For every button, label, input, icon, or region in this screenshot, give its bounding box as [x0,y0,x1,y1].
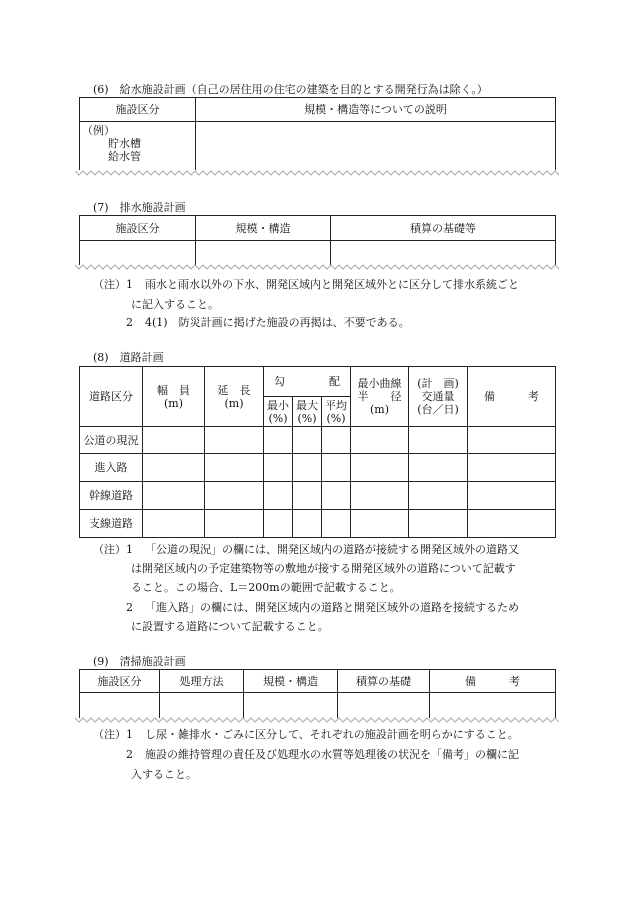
note-number: 2 [126,748,133,761]
header-remarks: 備 考 [430,670,556,693]
table-cell[interactable] [264,454,293,482]
table-cell[interactable] [409,427,468,454]
table-cell[interactable] [80,693,160,718]
header-remarks: 備 考 [468,367,556,427]
table-cell[interactable] [351,482,409,510]
note-number: 1 [126,278,133,291]
header-facility-category: 施設区分 [80,216,196,241]
header-avg-label: 平均 [325,398,347,412]
row-label-existing-public-road: 公道の現況 [80,427,143,454]
header-scale-structure: 規模・構造 [196,216,331,241]
table-cell[interactable] [205,454,264,482]
water-supply-table [79,97,556,170]
example-item: 給水管 [108,150,141,163]
section-8-title: (8) 道路計画 [93,351,164,364]
table-cell[interactable] [409,454,468,482]
note-line: に設置する道路について記載すること。 [131,620,329,633]
header-curve-unit: (m) [370,403,390,416]
table-cell[interactable] [143,427,205,454]
section-6-title: (6) 給水施設計画（自己の居住用の住宅の建築を目的とする開発行為は除く。） [93,83,488,96]
note-number: 1 [126,543,133,556]
table-cell[interactable] [143,454,205,482]
header-max-unit: (%) [297,411,317,425]
header-min-label: 最小 [267,398,289,412]
header-facility-category: 施設区分 [80,98,196,122]
header-gradient-avg [322,397,351,427]
header-road-category: 道路区分 [80,367,143,427]
note-number: 2 [126,316,133,329]
table-cell[interactable] [322,454,351,482]
header-curve-label: 最小曲線 [357,377,402,390]
table-cell[interactable] [409,482,468,510]
note-line: し尿・雑排水・ごみに区分して、それぞれの施設計画を明らかにすること。 [145,728,519,741]
note-line: 「進入路」の欄には、開発区域内の道路と開発区域外の道路を接続するため [145,601,519,614]
table-cell[interactable] [293,427,322,454]
header-length-unit: (m) [224,396,244,410]
table-cell[interactable] [160,693,244,718]
note-label: （注） [93,728,126,741]
header-min-unit: (%) [268,411,288,425]
table-cut-wave [75,168,559,180]
header-traffic-label: (計 画) [417,377,459,390]
row-label-trunk-road: 幹線道路 [80,482,143,510]
header-avg-unit: (%) [326,411,346,425]
table-cell[interactable] [143,482,205,510]
table-cell[interactable] [244,693,338,718]
table-cell[interactable] [468,510,556,538]
table-cell[interactable] [205,510,264,538]
header-width [143,367,205,427]
cleaning-facility-table [79,669,556,718]
table-cell[interactable] [196,241,331,265]
table-cell[interactable] [205,482,264,510]
header-traffic-unit: (台／日) [417,403,459,416]
header-calculation-basis: 積算の基礎等 [331,216,556,241]
section-7-title: (7) 排水施設計画 [93,201,186,214]
header-calculation-basis: 積算の基礎 [338,670,430,693]
row-label-access-road: 進入路 [80,454,143,482]
note-line: 雨水と雨水以外の下水、開発区域内と開発区域外とに区分して排水系統ごと [145,278,519,291]
note-line: ること。この場合、L＝200mの範囲で記載すること。 [131,581,401,594]
table-cell[interactable] [322,427,351,454]
header-width-label: 幅 員 [157,383,190,397]
header-gradient: 勾 配 [264,367,351,397]
table-cell[interactable] [205,427,264,454]
note-line: 入すること。 [131,768,197,781]
table-cell[interactable] [351,427,409,454]
row-label-branch-road: 支線道路 [80,510,143,538]
road-plan-table [79,366,556,538]
header-gradient-min [264,397,293,427]
table-cell[interactable] [409,510,468,538]
note-line: は開発区域内の予定建築物等の敷地が接する開発区域外の道路について記載す [131,562,516,575]
note-line: 施設の維持管理の責任及び処理水の水質等処理後の状況を「備考」の欄に記 [145,748,519,761]
table-cut-wave [75,262,559,274]
table-cell[interactable] [264,482,293,510]
table-cell[interactable] [468,482,556,510]
table-cell[interactable] [351,510,409,538]
header-width-unit: (m) [163,396,183,410]
table-cell[interactable] [430,693,556,718]
table-cell[interactable] [264,510,293,538]
table-cell[interactable] [468,454,556,482]
example-item: 貯水槽 [108,137,141,150]
header-facility-category: 施設区分 [80,670,160,693]
header-scale-structure: 規模・構造 [244,670,338,693]
table-cell[interactable] [80,241,196,265]
example-label: （例） [82,124,115,137]
header-traffic-label: 交通量 [421,390,455,403]
drainage-table [79,215,556,265]
table-cell[interactable] [338,693,430,718]
table-cell[interactable] [293,454,322,482]
header-length-label: 延 長 [217,383,251,397]
note-label: （注） [93,278,126,291]
description-cell[interactable] [196,122,556,170]
note-line: 4(1) 防災計画に掲げた施設の再掲は、不要である。 [145,316,410,329]
header-treatment-method: 処理方法 [160,670,244,693]
table-cell[interactable] [293,510,322,538]
note-number: 2 [126,601,133,614]
header-traffic-volume [409,367,468,427]
header-length [205,367,264,427]
note-line: 「公道の現況」の欄には、開発区域内の道路が接続する開発区域外の道路又 [145,543,519,556]
header-curve-label: 半 径 [357,390,402,403]
table-cell[interactable] [322,482,351,510]
example-cell [80,122,196,170]
table-cell[interactable] [293,482,322,510]
table-cell[interactable] [264,427,293,454]
header-min-curve-radius [351,367,409,427]
table-cell[interactable] [468,427,556,454]
header-gradient-max [293,397,322,427]
table-cell[interactable] [322,510,351,538]
table-cell[interactable] [143,510,205,538]
table-cell[interactable] [331,241,556,265]
header-description: 規模・構造等についての説明 [196,98,556,122]
header-max-label: 最大 [296,398,318,412]
note-number: 1 [126,728,133,741]
table-cell[interactable] [351,454,409,482]
note-line: に記入すること。 [131,298,219,311]
note-label: （注） [93,543,126,556]
section-9-title: (9) 清掃施設計画 [93,655,186,668]
